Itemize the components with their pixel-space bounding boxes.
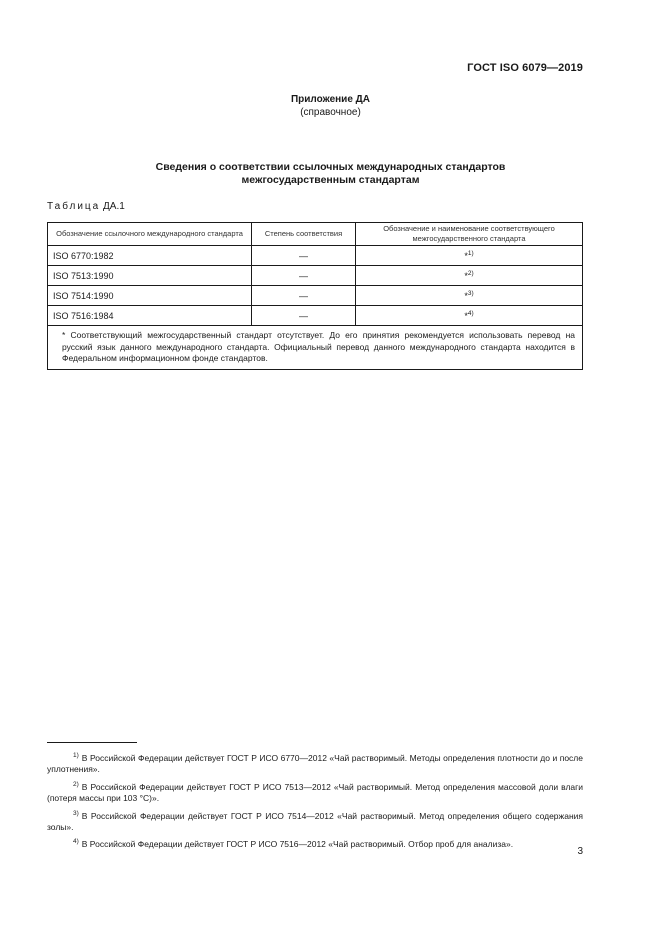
table-row [48, 266, 583, 286]
ref-cell: ISO 6770:1982 [48, 246, 252, 266]
table-caption [47, 201, 125, 212]
footnote-ref[interactable]: 2) [467, 270, 474, 277]
header-degree: Степень соответствия [252, 223, 356, 246]
footnote-mark: 4) [73, 838, 79, 846]
table-caption-number: ДА.1 [103, 201, 125, 212]
table-row [48, 246, 583, 266]
header-ref-standard: Обозначение ссылочного международного стандарта [48, 223, 252, 246]
standard-id-header: ГОСТ ISO 6079—2019 [467, 62, 583, 74]
footnote-mark: 1) [73, 752, 79, 759]
footnote-text: В Российской Федерации действует ГОСТ Р ИСО 7514—2012 «Чай растворимый. Метод определения общего содержания золы». [47, 810, 583, 832]
table-caption-word: Таблица [47, 201, 101, 212]
section-title-line-2: межгосударственным стандартам [241, 174, 420, 186]
footnote-text: В Российской Федерации действует ГОСТ Р ИСО 7516—2012 «Чай растворимый. Отбор проб для анализа». [81, 839, 514, 850]
footnote-divider [47, 742, 137, 743]
footnote [47, 836, 583, 850]
footnote-ref[interactable]: 1) [467, 250, 474, 257]
asterisk-mark: * [464, 251, 468, 261]
degree-cell: — [252, 246, 356, 266]
section-title [0, 161, 661, 187]
footnote-mark: 3) [73, 809, 79, 817]
ref-cell: ISO 7514:1990 [48, 286, 252, 306]
footnote-mark: 2) [73, 780, 79, 788]
interstate-cell [356, 286, 583, 306]
header-interstate-standard: Обозначение и наименование соответствующего межгосударственного стандарта [356, 223, 583, 246]
footnote-ref[interactable]: 3) [467, 290, 474, 297]
footnote-ref[interactable]: 4) [467, 310, 474, 317]
ref-cell: ISO 7513:1990 [48, 266, 252, 286]
appendix-heading [0, 93, 661, 119]
appendix-subtitle: (справочное) [300, 107, 361, 118]
asterisk-mark: * [464, 291, 468, 301]
reference-table [47, 222, 583, 370]
table-note-row [48, 326, 583, 370]
degree-cell: — [252, 286, 356, 306]
footnote-text: В Российской Федерации действует ГОСТ Р ИСО 7513—2012 «Чай растворимый. Метод определения массовой доли влаги (потеря массы при 103 °С)». [47, 781, 583, 804]
footnote [47, 808, 583, 834]
table-note: * Соответствующий межгосударственный стандарт отсутствует. До его принятия рекомендуется использовать перевод на русский язык данного международного стандарта. Официальный перевод данного международного стандарта находится в Федеральном информационном фонде стандартов. [48, 326, 583, 370]
degree-cell: — [252, 306, 356, 326]
asterisk-mark: * [464, 311, 468, 321]
table-row [48, 286, 583, 306]
footnote [47, 779, 583, 805]
degree-cell: — [252, 266, 356, 286]
interstate-cell [356, 306, 583, 326]
interstate-cell [356, 266, 583, 286]
footnote [47, 750, 583, 776]
footnotes [47, 750, 583, 854]
interstate-cell [356, 246, 583, 266]
table-row [48, 306, 583, 326]
ref-cell: ISO 7516:1984 [48, 306, 252, 326]
footnote-text: В Российской Федерации действует ГОСТ Р ИСО 6770—2012 «Чай растворимый. Методы определения плотности до и после уплотнения». [47, 752, 583, 775]
appendix-title: Приложение ДА [290, 94, 371, 105]
page-number: 3 [577, 846, 583, 857]
section-title-line-1: Сведения о соответствии ссылочных международных стандартов [155, 161, 506, 173]
asterisk-mark: * [464, 271, 468, 281]
table-header-row [48, 223, 583, 246]
